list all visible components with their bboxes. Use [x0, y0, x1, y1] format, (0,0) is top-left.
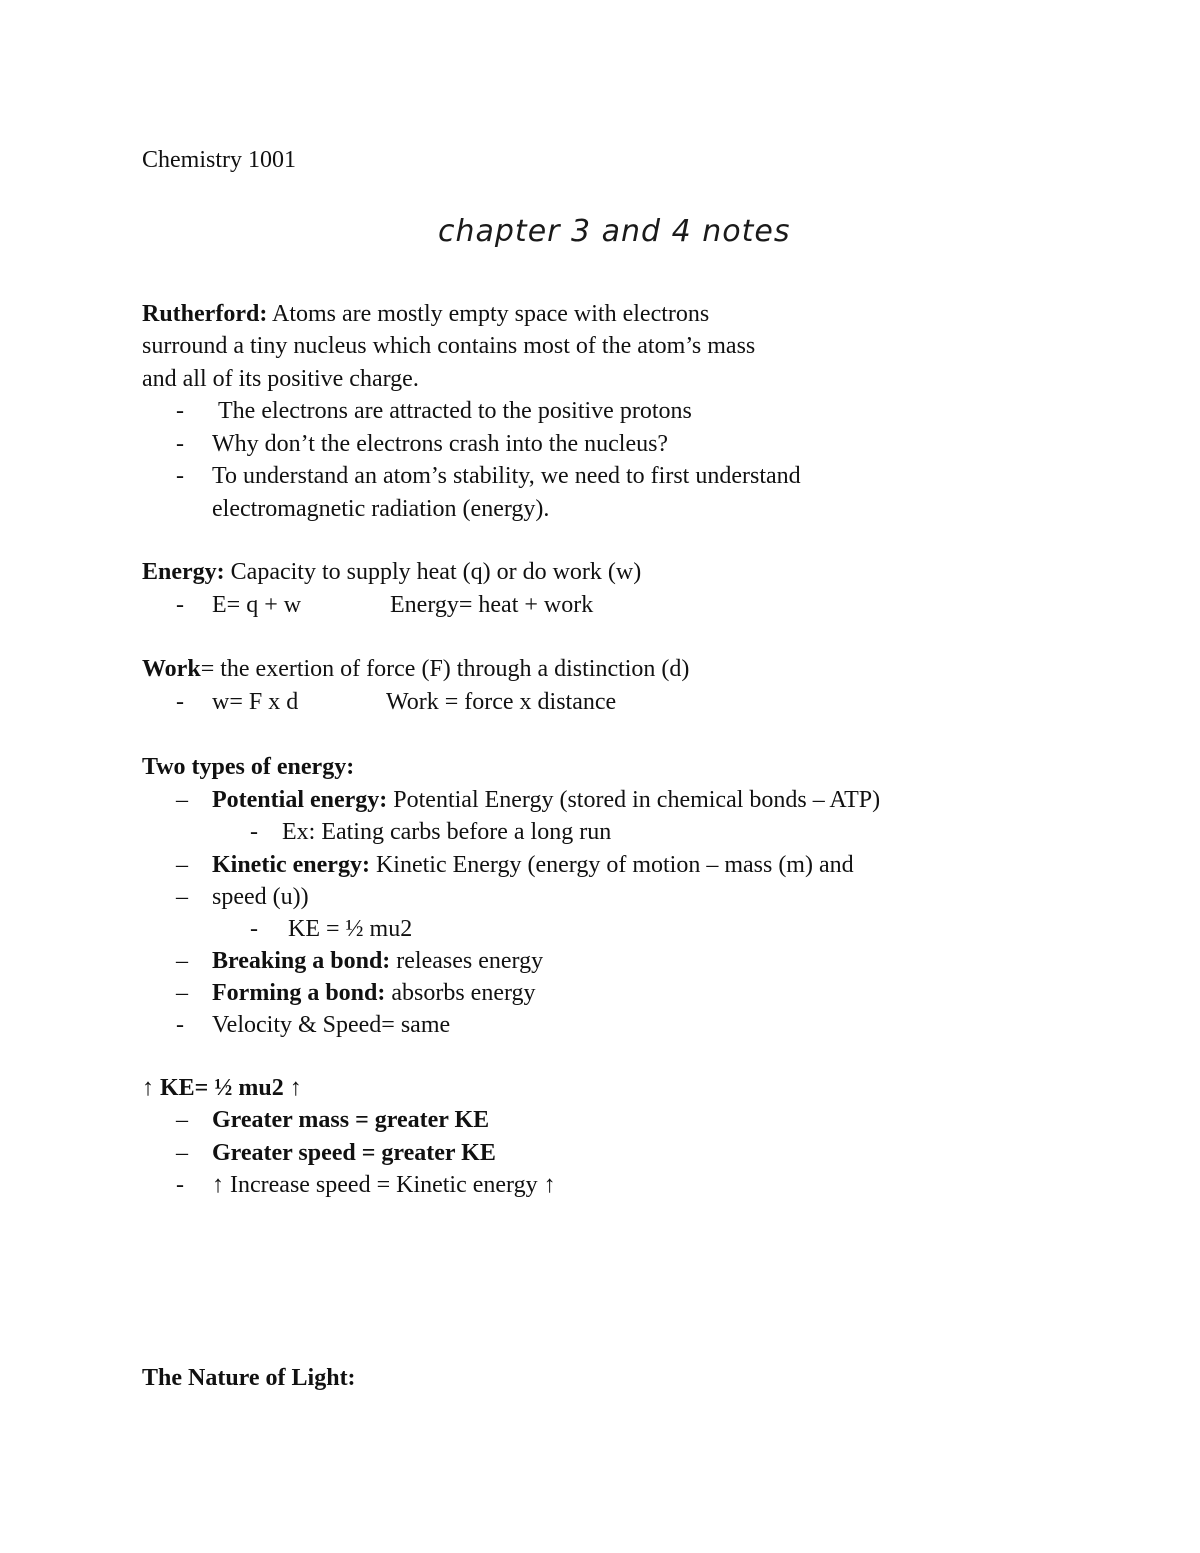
energy-formula-words: Energy= heat + work	[390, 592, 594, 618]
bullet-dash: -	[176, 463, 184, 489]
ke-item-1: Greater mass = greater KE	[212, 1107, 490, 1133]
course-name: Chemistry 1001	[142, 147, 296, 173]
ke-item-2: Greater speed = greater KE	[212, 1140, 496, 1166]
breaking-text: releases energy	[390, 948, 544, 974]
forming-term: Forming a bond:	[212, 980, 386, 1006]
kinetic-formula: KE = ½ mu2	[288, 916, 413, 942]
rutherford-term: Rutherford:	[142, 301, 268, 327]
bullet-endash: –	[176, 884, 188, 910]
energy-line	[142, 556, 641, 588]
bullet-dash: -	[176, 1012, 184, 1038]
velocity-line: Velocity & Speed= same	[212, 1012, 451, 1038]
bullet-endash: –	[176, 948, 188, 974]
rutherford-bullet-3-cont: electromagnetic radiation (energy).	[212, 496, 550, 522]
bullet-endash: –	[176, 1107, 188, 1133]
energy-term: Energy:	[142, 559, 225, 585]
work-formula-words: Work = force x distance	[386, 689, 617, 715]
bullet-dash: -	[250, 916, 258, 942]
kinetic-cont: speed (u))	[212, 884, 309, 910]
bullet-endash: –	[176, 1140, 188, 1166]
energy-definition: Capacity to supply heat (q) or do work (w)	[224, 559, 642, 585]
ke-heading: ↑ KE= ½ mu2 ↑	[142, 1075, 302, 1101]
kinetic-text: Kinetic Energy (energy of motion – mass (m) and	[369, 852, 854, 878]
work-formula: w= F x d	[212, 689, 299, 715]
potential-example: Ex: Eating carbs before a long run	[282, 819, 612, 845]
potential-text: Potential Energy (stored in chemical bonds – ATP)	[387, 787, 881, 813]
potential-term: Potential energy:	[212, 787, 388, 813]
forming-line	[212, 977, 536, 1009]
bullet-endash: –	[176, 980, 188, 1006]
kinetic-term: Kinetic energy:	[212, 852, 370, 878]
kinetic-line	[212, 849, 854, 881]
types-heading: Two types of energy:	[142, 754, 355, 780]
rutherford-line-1	[142, 298, 709, 330]
light-heading: The Nature of Light:	[142, 1365, 356, 1391]
bullet-endash: –	[176, 787, 188, 813]
breaking-line	[212, 945, 543, 977]
ke-item-3: ↑ Increase speed = Kinetic energy ↑	[212, 1172, 556, 1198]
energy-formula: E= q + w	[212, 592, 302, 618]
bullet-dash: -	[176, 431, 184, 457]
bullet-dash: -	[250, 819, 258, 845]
rutherford-bullet-1: The electrons are attracted to the positive protons	[218, 398, 692, 424]
rutherford-line-3: and all of its positive charge.	[142, 366, 419, 392]
work-term: Work	[142, 656, 201, 682]
bullet-dash: -	[176, 689, 184, 715]
rutherford-line-2: surround a tiny nucleus which contains most of the atom’s mass	[142, 333, 756, 359]
bullet-dash: -	[176, 398, 184, 424]
potential-line	[212, 784, 880, 816]
breaking-term: Breaking a bond:	[212, 948, 391, 974]
forming-text: absorbs energy	[385, 980, 536, 1006]
work-definition: = the exertion of force (F) through a distinction (d)	[200, 656, 690, 682]
bullet-dash: -	[176, 592, 184, 618]
rutherford-bullet-3: To understand an atom’s stability, we need to first understand	[212, 463, 801, 489]
bullet-endash: –	[176, 852, 188, 878]
rutherford-bullet-2: Why don’t the electrons crash into the nucleus?	[212, 431, 669, 457]
bullet-dash: -	[176, 1172, 184, 1198]
rutherford-text-1: Atoms are mostly empty space with electrons	[267, 301, 710, 327]
work-line	[142, 653, 689, 685]
page-title: chapter 3 and 4 notes	[438, 214, 791, 249]
